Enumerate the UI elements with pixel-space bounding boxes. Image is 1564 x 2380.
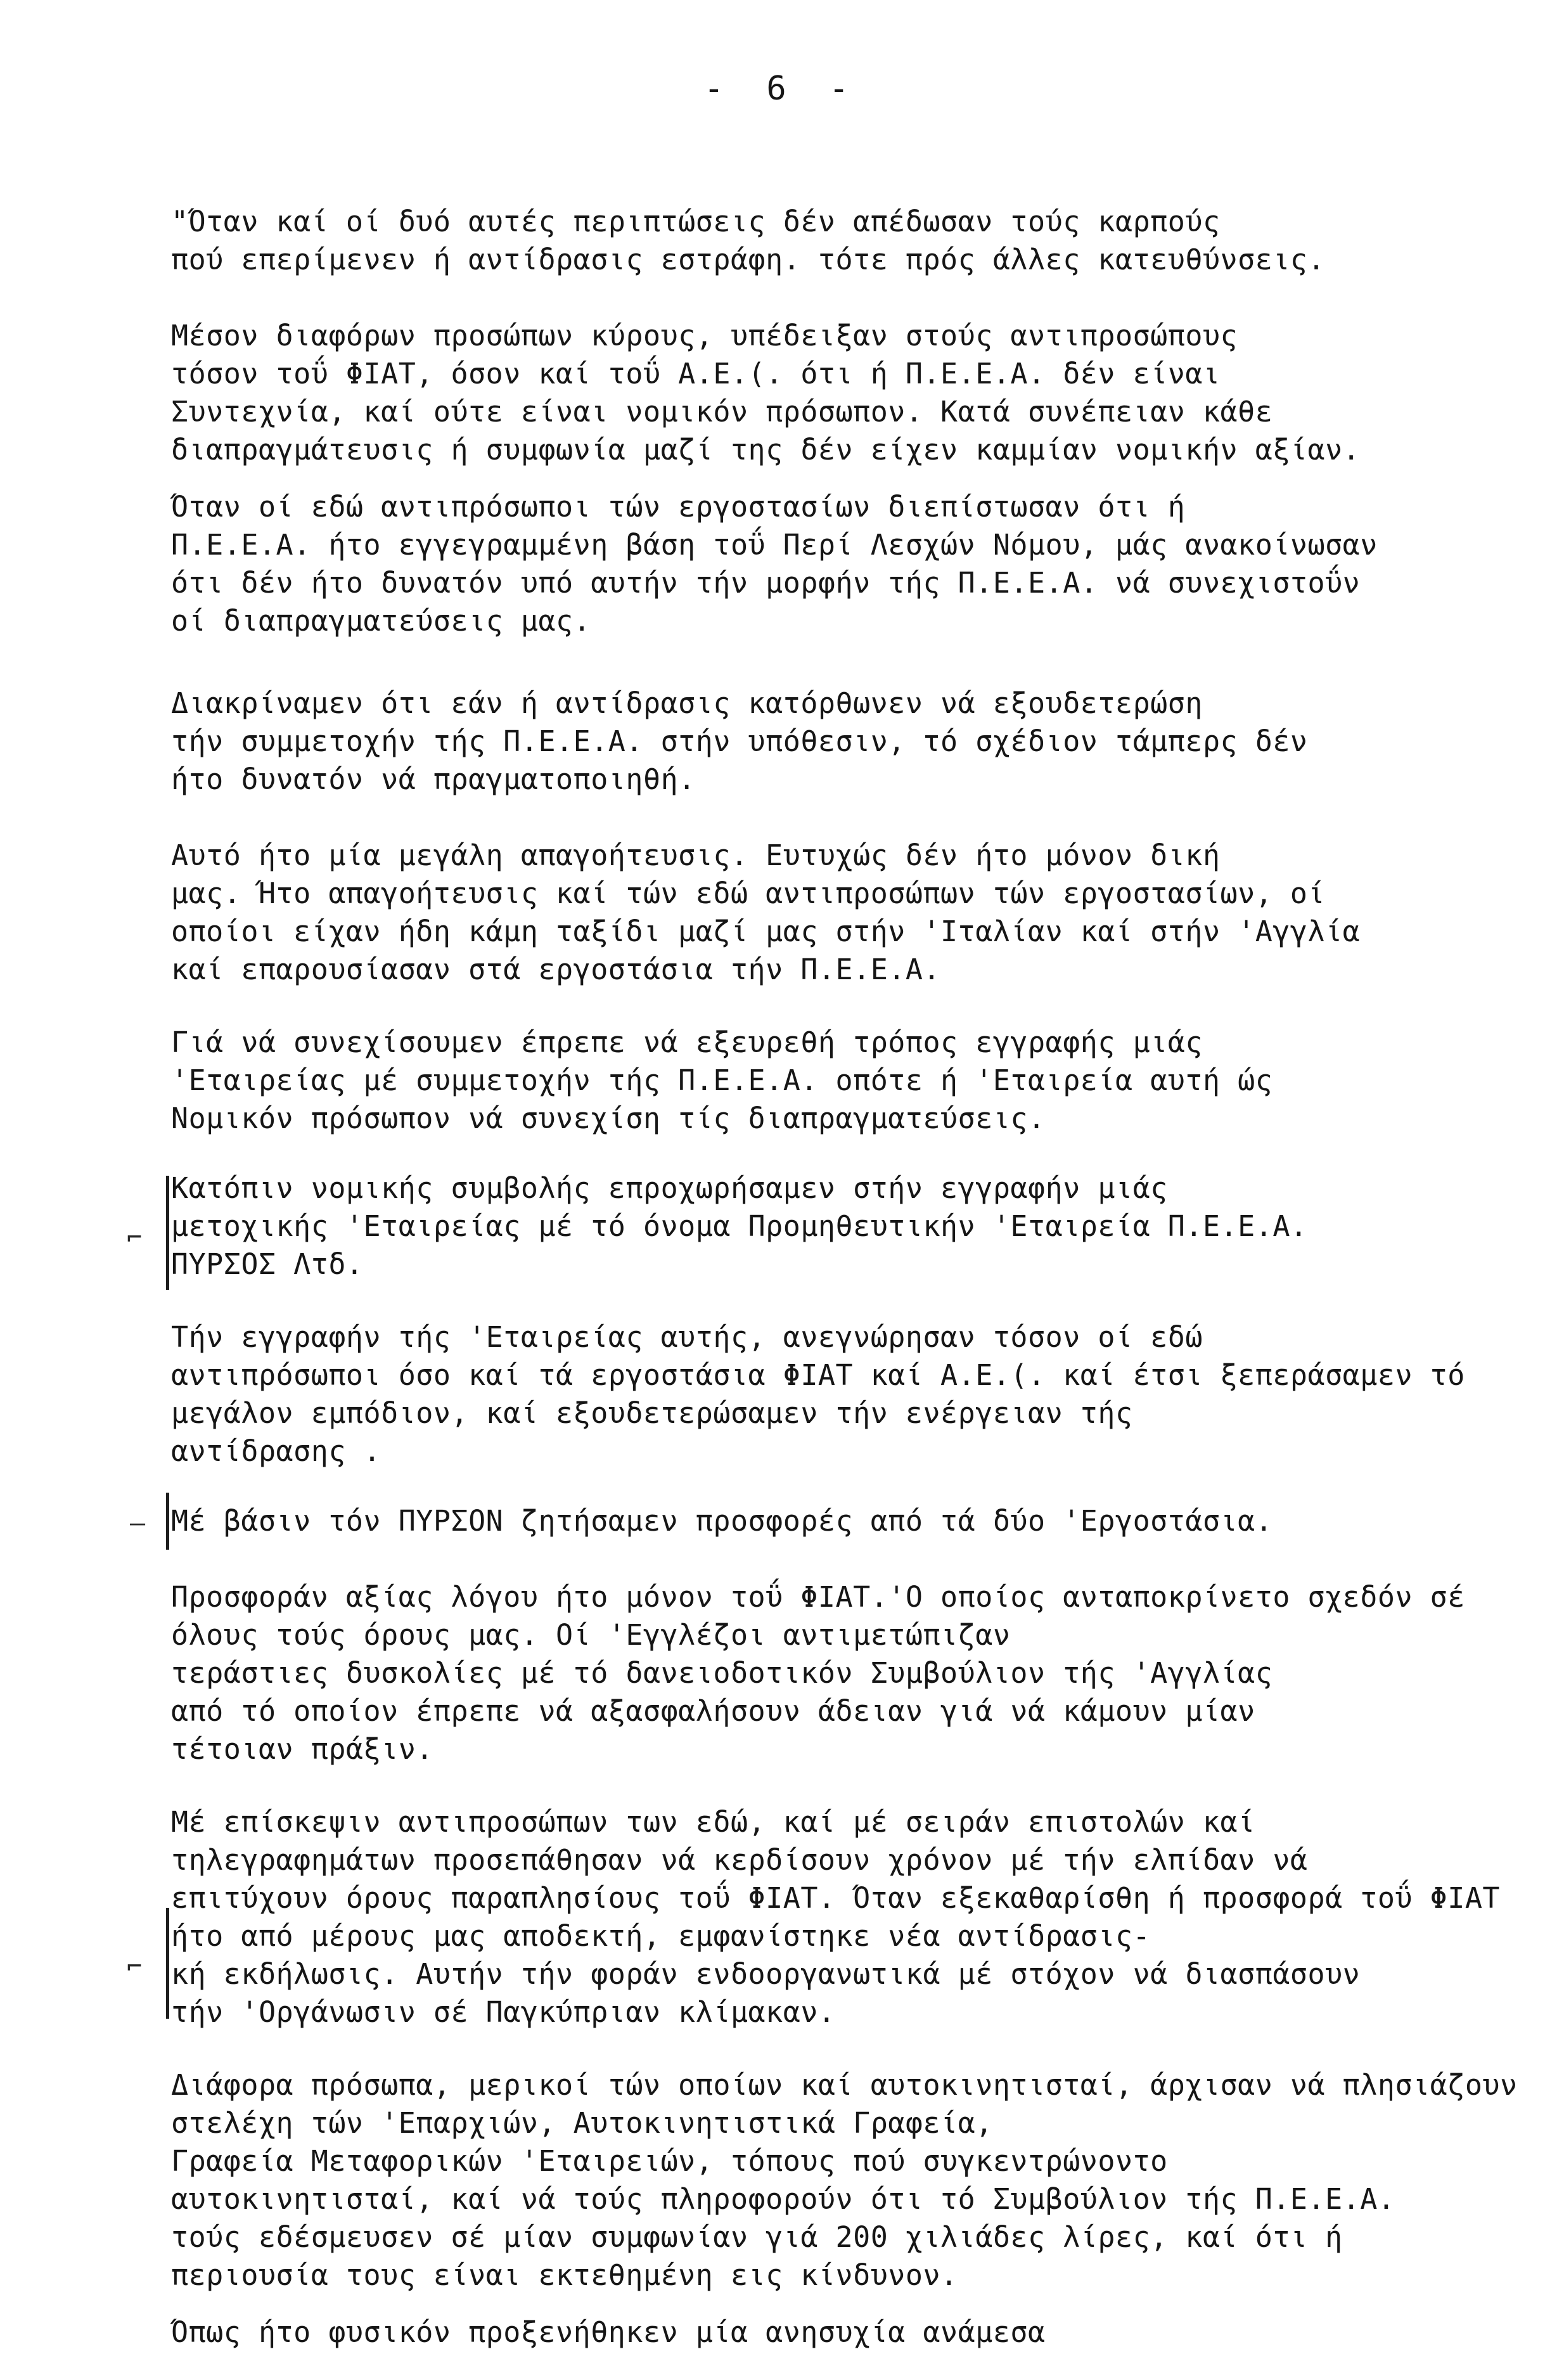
margin-mark-1: ⌐ (127, 1223, 143, 1252)
margin-mark-3: ⌐ (127, 1952, 143, 1981)
paragraph-10: Προσφοράν αξίας λόγου ήτο μόνον τοΰ ΦΙΑΤ.'Ο οποίος ανταποκρίνετο σχεδόν σέ όλους τούς όρους μας. Οί 'Εγγλέζοι αντιμετώπιζαν τεράστιες δυσκολίες μέ τό δανειοδοτικόν Συμβούλιον τής 'Αγγλίας από τό οποίον έπρεπε νά αξασφαλήσουν άδειαν γιά νά κάμουν μίαν τέτοιαν πράξιν. (171, 1580, 1465, 1766)
paragraph-8: Τήν εγγραφήν τής 'Εταιρείας αυτής, ανεγνώρησαν τόσον οί εδώ αντιπρόσωποι όσο καί τά εργοστάσια ΦΙΑΤ καί Α.Ε.(. καί έτσι ξεπεράσαμεν τό μεγάλον εμπόδιον, καί εξουδετερώσαμεν τήν ενέργειαν τής αντίδρασης . (171, 1320, 1465, 1468)
paragraph-9: Μέ βάσιν τόν ΠΥΡΣΟΝ ζητήσαμεν προσφορές από τά δύο 'Εργοστάσια. (171, 1504, 1273, 1538)
paragraph-1: "Όταν καί οί δυό αυτές περιπτώσεις δέν απέδωσαν τούς καρπούς πού επερίμενεν ή αντίδρασις εστράφη. τότε πρός άλλες κατευθύνσεις. (171, 205, 1326, 276)
paragraph-3: Όταν οί εδώ αντιπρόσωποι τών εργοστασίων διεπίστωσαν ότι ή Π.Ε.Ε.Α. ήτο εγγεγραμμένη βάση τοΰ Περί Λεσχών Νόμου, μάς ανακοίνωσαν ότι δέν ήτο δυνατόν υπό αυτήν τήν μορφήν τής Π.Ε.Ε.Α. νά συνεχιστοΰν οί διαπραγματεύσεις μας. (171, 490, 1378, 638)
margin-bar-3 (166, 1908, 169, 2019)
paragraph-4: Διακρίναμεν ότι εάν ή αντίδρασις κατόρθωνεν νά εξουδετερώση τήν συμμετοχήν τής Π.Ε.Ε.Α. στήν υπόθεσιν, τό σχέδιον τάμπερς δέν ήτο δυνατόν νά πραγματοποιηθή. (171, 686, 1308, 796)
paragraph-11: Μέ επίσκεψιν αντιπροσώπων των εδώ, καί μέ σειράν επιστολών καί τηλεγραφημάτων προσεπάθησαν νά κερδίσουν χρόνον μέ τήν ελπίδαν νά επιτύχουν όρους παραπλησίους τοΰ ΦΙΑΤ. Όταν εξεκαθαρίσθη ή προσφορά τοΰ ΦΙΑΤ ήτο από μέρους μας αποδεκτή, εμφανίστηκε νέα αντίδρασις- κή εκδήλωσις. Αυτήν τήν φοράν ενδοοργανωτικά μέ στόχον νά διασπάσουν τήν 'Οργάνωσιν σέ Παγκύπριαν κλίμακαν. (171, 1805, 1501, 2029)
paragraph-12: Διάφορα πρόσωπα, μερικοί τών οποίων καί αυτοκινητισταί, άρχισαν νά πλησιάζουν στελέχη τών 'Επαρχιών, Αυτοκινητιστικά Γραφεία, Γραφεία Μεταφορικών 'Εταιρειών, τόπους πού συγκεντρώνοντο αυτοκινητισταί, καί νά τούς πληροφορούν ότι τό Συμβούλιον τής Π.Ε.Ε.Α. τούς εδέσμευσεν σέ μίαν συμφωνίαν γιά 200 χιλιάδες λίρες, καί ότι ή περιουσία τους είναι εκτεθημένη εις κίνδυνον. (171, 2068, 1518, 2292)
margin-bar-1 (166, 1176, 169, 1290)
paragraph-5: Αυτό ήτο μία μεγάλη απαγοήτευσις. Ευτυχώς δέν ήτο μόνον δική μας. Ήτο απαγοήτευσις καί τών εδώ αντιπροσώπων τών εργοστασίων, οί οποίοι είχαν ήδη κάμη ταξίδι μαζί μας στήν 'Ιταλίαν καί στήν 'Αγγλία καί επαρουσίασαν στά εργοστάσια τήν Π.Ε.Ε.Α. (171, 839, 1361, 986)
paragraph-13: Όπως ήτο φυσικόν προξενήθηκεν μία ανησυχία ανάμεσα (171, 2315, 1046, 2349)
page-number: - 6 - (703, 70, 861, 108)
paragraph-2: Μέσον διαφόρων προσώπων κύρους, υπέδειξαν στούς αντιπροσώπους τόσον τοΰ ΦΙΑΤ, όσον καί τοΰ Α.Ε.(. ότι ή Π.Ε.Ε.Α. δέν είναι Συντεχνία, καί ούτε είναι νομικόν πρόσωπον. Κατά συνέπειαν κάθε διαπραγμάτευσις ή συμφωνία μαζί της δέν είχεν καμμίαν νομικήν αξίαν. (171, 319, 1361, 466)
margin-mark-2: – (130, 1508, 146, 1538)
paragraph-6: Γιά νά συνεχίσουμεν έπρεπε νά εξευρεθή τρόπος εγγραφής μιάς 'Εταιρείας μέ συμμετοχήν τής Π.Ε.Ε.Α. οπότε ή 'Εταιρεία αυτή ώς Νομικόν πρόσωπον νά συνεχίση τίς διαπραγματεύσεις. (171, 1026, 1273, 1135)
margin-bar-2 (166, 1493, 169, 1550)
paragraph-7: Κατόπιν νομικής συμβολής επροχωρήσαμεν στήν εγγραφήν μιάς μετοχικής 'Εταιρείας μέ τό όνομα Προμηθευτικήν 'Εταιρεία Π.Ε.Ε.Α. ΠΥΡΣΟΣ Λτδ. (171, 1171, 1308, 1281)
